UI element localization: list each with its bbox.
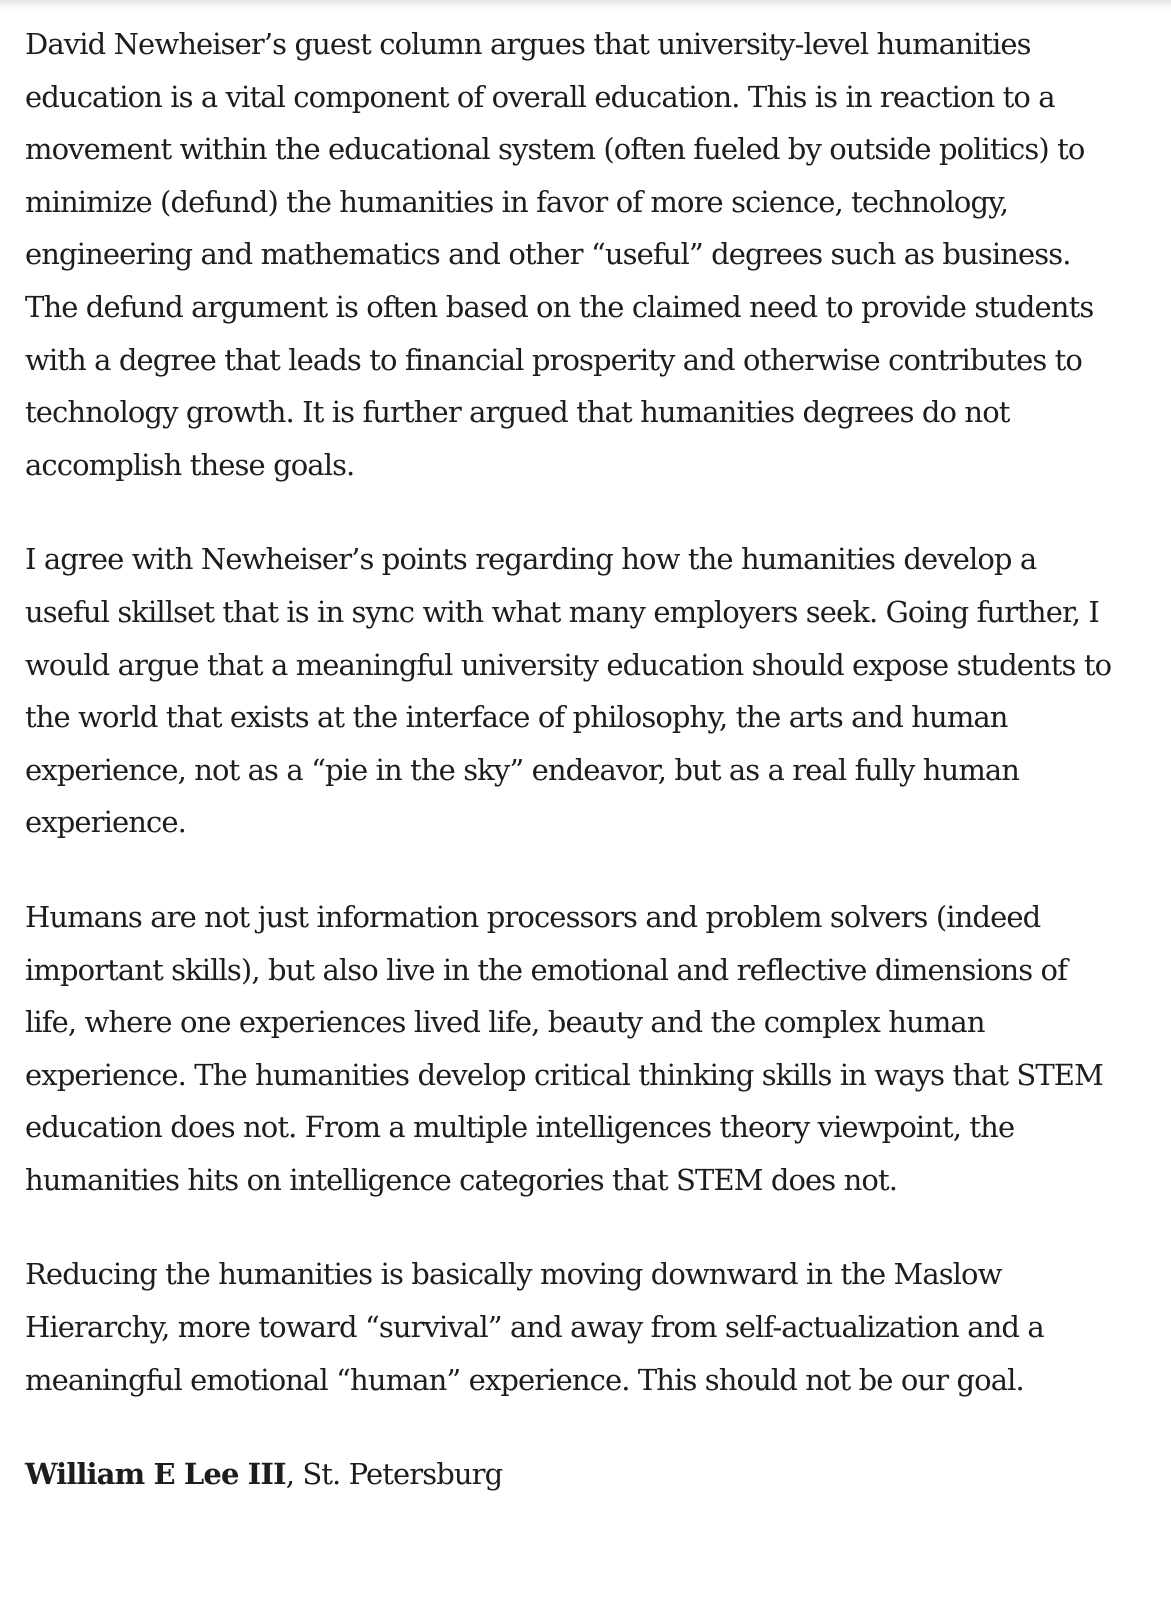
paragraph-1: David Newheiser’s guest column argues that university-level humanities education is a vital component of overall education. This is in reaction to a movement within the educational system (often fueled by outside politics) to minimize (defund) the humanities in favor of more science, technology, engineering and mathematics and other “useful” degrees such as business. The defund argument is often based on the claimed need to provide students with a degree that leads to financial prosperity and otherwise contributes to technology growth. It is further argued that humanities degrees do not accomplish these goals.: [25, 27, 1094, 482]
signature: [25, 1448, 1115, 1501]
author-location: , St. Petersburg: [285, 1457, 503, 1492]
author-name: William E Lee III: [25, 1457, 286, 1492]
paragraph-2: I agree with Newheiser’s points regarding how the humanities develop a useful skillset that is in sync with what many employers seek. Going further, I would argue that a meaningful university education should expose students to the world that exists at the interface of philosophy, the arts and human experience, not as a “pie in the sky” endeavor, but as a real fully human experience.: [25, 542, 1112, 840]
paragraph-3: Humans are not just information processors and problem solvers (indeed important skills), but also live in the emotional and reflective dimensions of life, where one experiences lived life, beauty and the complex human experience. The humanities develop critical thinking skills in ways that STEM education does not. From a multiple intelligences theory viewpoint, the humanities hits on intelligence categories that STEM does not.: [25, 899, 1103, 1197]
letter-body: [25, 18, 1115, 1543]
top-shadow: [0, 0, 1171, 10]
paragraph-4: Reducing the humanities is basically moving downward in the Maslow Hierarchy, more toward “survival” and away from self-actualization and a meaningful emotional “human” experience. This should not be our goal.: [25, 1257, 1044, 1397]
